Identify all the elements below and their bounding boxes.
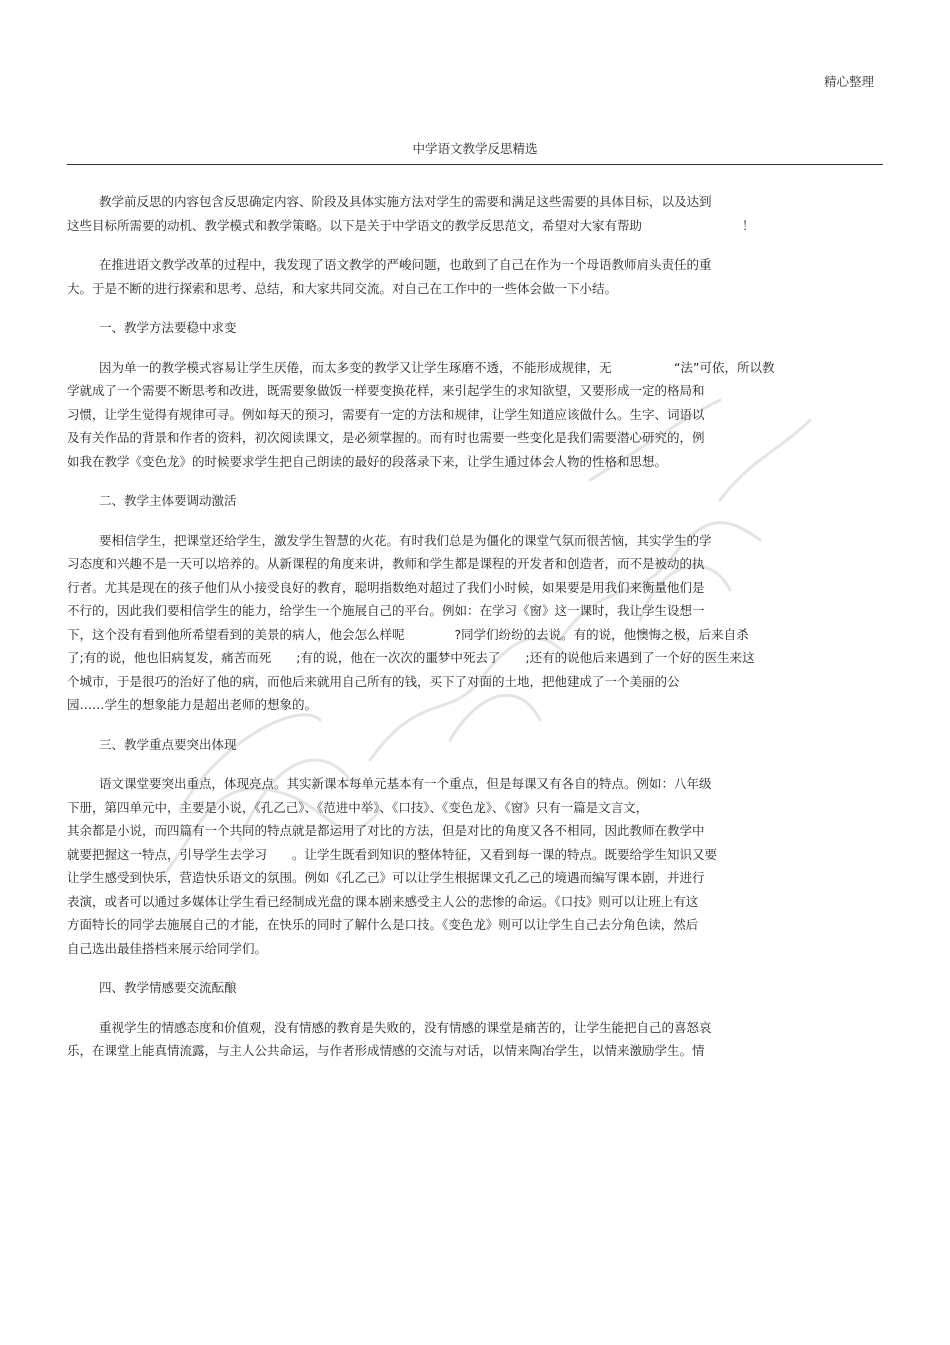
paragraph-line: 及有关作品的背景和作者的资料，初次阅读课文，是必须掌握的。而有时也需要一些变化是我们需要潜心研究的，例 [67,430,705,445]
paragraph-line: 表演，或者可以通过多媒体让学生看已经制成光盘的课本剧来感受主人公的悲惨的命运。《口技》则可以让班上有这 [67,893,699,909]
paragraph-line: 重视学生的情感态度和价值观，没有情感的教育是失败的，没有情感的课堂是痛苦的，让学生能把自己的喜怒哀 [99,1019,712,1035]
paragraph-line: 了;有的说，他也旧病复发，痛苦而死 ;有的说，他在一次次的噩梦中死去了 ;还有的说他后来遇到了一个好的医生来这 [67,650,755,665]
paragraph-line: 习态度和兴趣不是一天可以培养的。从新课程的角度来讲，教师和学生都是课程的开发者和创造者，而不是被动的执 [67,556,705,571]
paragraph-line: 下册，第四单元中，主要是小说，《孔乙己》、《范进中举》、《口技》、《变色龙》、《窗》只有一篇是文言文， [67,799,649,815]
paragraph [67,356,877,474]
document-body [67,190,877,1079]
paragraph-line: 园……学生的想象能力是超出老师的想象的。 [67,697,318,712]
paragraph-line: 就要把握这一特点，引导学生去学习 。让学生既看到知识的整体特征，又看到每一课的特点。既要给学生知识又要 [67,846,718,862]
paragraph-line: 大。于是不断的进行探索和思考、总结，和大家共同交流。对自己在工作中的一些体会做一下小结。 [67,280,618,296]
paragraph-line: 自己选出最佳搭档来展示给同学们。 [67,940,268,956]
section-heading: 二、教学主体要调动激活 [99,493,237,508]
paragraph-line: 学就成了一个需要不断思考和改进，既需要象做饭一样要变换花样，来引起学生的求知欲望，又要形成一定的格局和 [67,383,705,398]
paragraph-line: 因为单一的教学模式容易让学生厌倦，而太多变的教学又让学生琢磨不透，不能形成规律，无 “法”可依，所以教 [99,359,775,375]
paragraph [67,190,877,237]
paragraph-line: 习惯，让学生觉得有规律可寻。例如每天的预习，需要有一定的方法和规律，让学生知道应该做什么。生字、词语以 [67,406,705,422]
section-heading: 一、教学方法要稳中求变 [99,320,237,335]
header-note: 精心整理 [823,74,874,89]
paragraph-line: 下，这个没有看到他所希望看到的美景的病人，他会怎么样呢 ?同学们纷纷的去说。有的说，他懊悔之极，后来自杀 [67,626,749,642]
paragraph-line: 不行的，因此我们要相信学生的能力，给学生一个施展自己的平台。例如：在学习《窗》这一课时，我让学生设想一 [67,603,705,618]
paragraph-line: 行者。尤其是现在的孩子他们从小接受良好的教育，聪明指数绝对超过了我们小时候，如果要是用我们来衡量他们是 [67,579,705,595]
paragraph-line: 乐，在课堂上能真情流露，与主人公共命运，与作者形成情感的交流与对话，以情来陶冶学生，以情来激励学生。情 [67,1043,705,1058]
paragraph [67,1016,877,1063]
section-heading: 四、教学情感要交流酝酿 [99,980,237,995]
paragraph-line: 让学生感受到快乐，营造快乐语文的氛围。例如《孔乙己》可以让学生根据课文孔乙己的境遇而编写课本剧，并进行 [67,870,705,885]
paragraph-line: 教学前反思的内容包含反思确定内容、阶段及具体实施方法对学生的需要和满足这些需要的具体目标，以及达到 [99,194,712,209]
paragraph-line: 其余都是小说，而四篇有一个共同的特点就是都运用了对比的方法，但是对比的角度又各不相同，因此教师在教学中 [67,823,705,838]
section-heading: 三、教学重点要突出体现 [99,736,237,752]
title-divider [67,164,883,165]
paragraph-line: 个城市，于是很巧的治好了他的病，而他后来就用自己所有的钱，买下了对面的土地，把他建成了一个美丽的公 [67,673,680,689]
paragraph-line: 如我在教学《变色龙》的时候要求学生把自己朗读的最好的段落录下来，让学生通过体会人物的性格和思想。 [67,453,668,469]
paragraph-line: 要相信学生，把课堂还给学生，激发学生智慧的火花。有时我们总是为僵化的课堂气氛而很苦恼，其实学生的学 [99,532,712,548]
page-title: 中学语文教学反思精选 [412,141,538,156]
paragraph-line: 语文课堂要突出重点，体现亮点。其实新课本每单元基本有一个重点，但是每课又有各自的特点。例如：八年级 [99,776,712,791]
paragraph-line: 这些目标所需要的动机、教学模式和教学策略。以下是关于中学语文的教学反思范文，希望对大家有帮助 ！ [67,217,755,233]
paragraph [67,253,877,300]
paragraph [67,529,877,717]
paragraph [67,772,877,960]
paragraph-line: 在推进语文教学改革的过程中，我发现了语文教学的严峻问题，也敢到了自己在作为一个母语教师肩头责任的重 [99,257,712,272]
paragraph-line: 方面特长的同学去施展自己的才能，在快乐的同时了解什么是口技。《变色龙》则可以让学生自己去分角色读，然后 [67,917,699,932]
